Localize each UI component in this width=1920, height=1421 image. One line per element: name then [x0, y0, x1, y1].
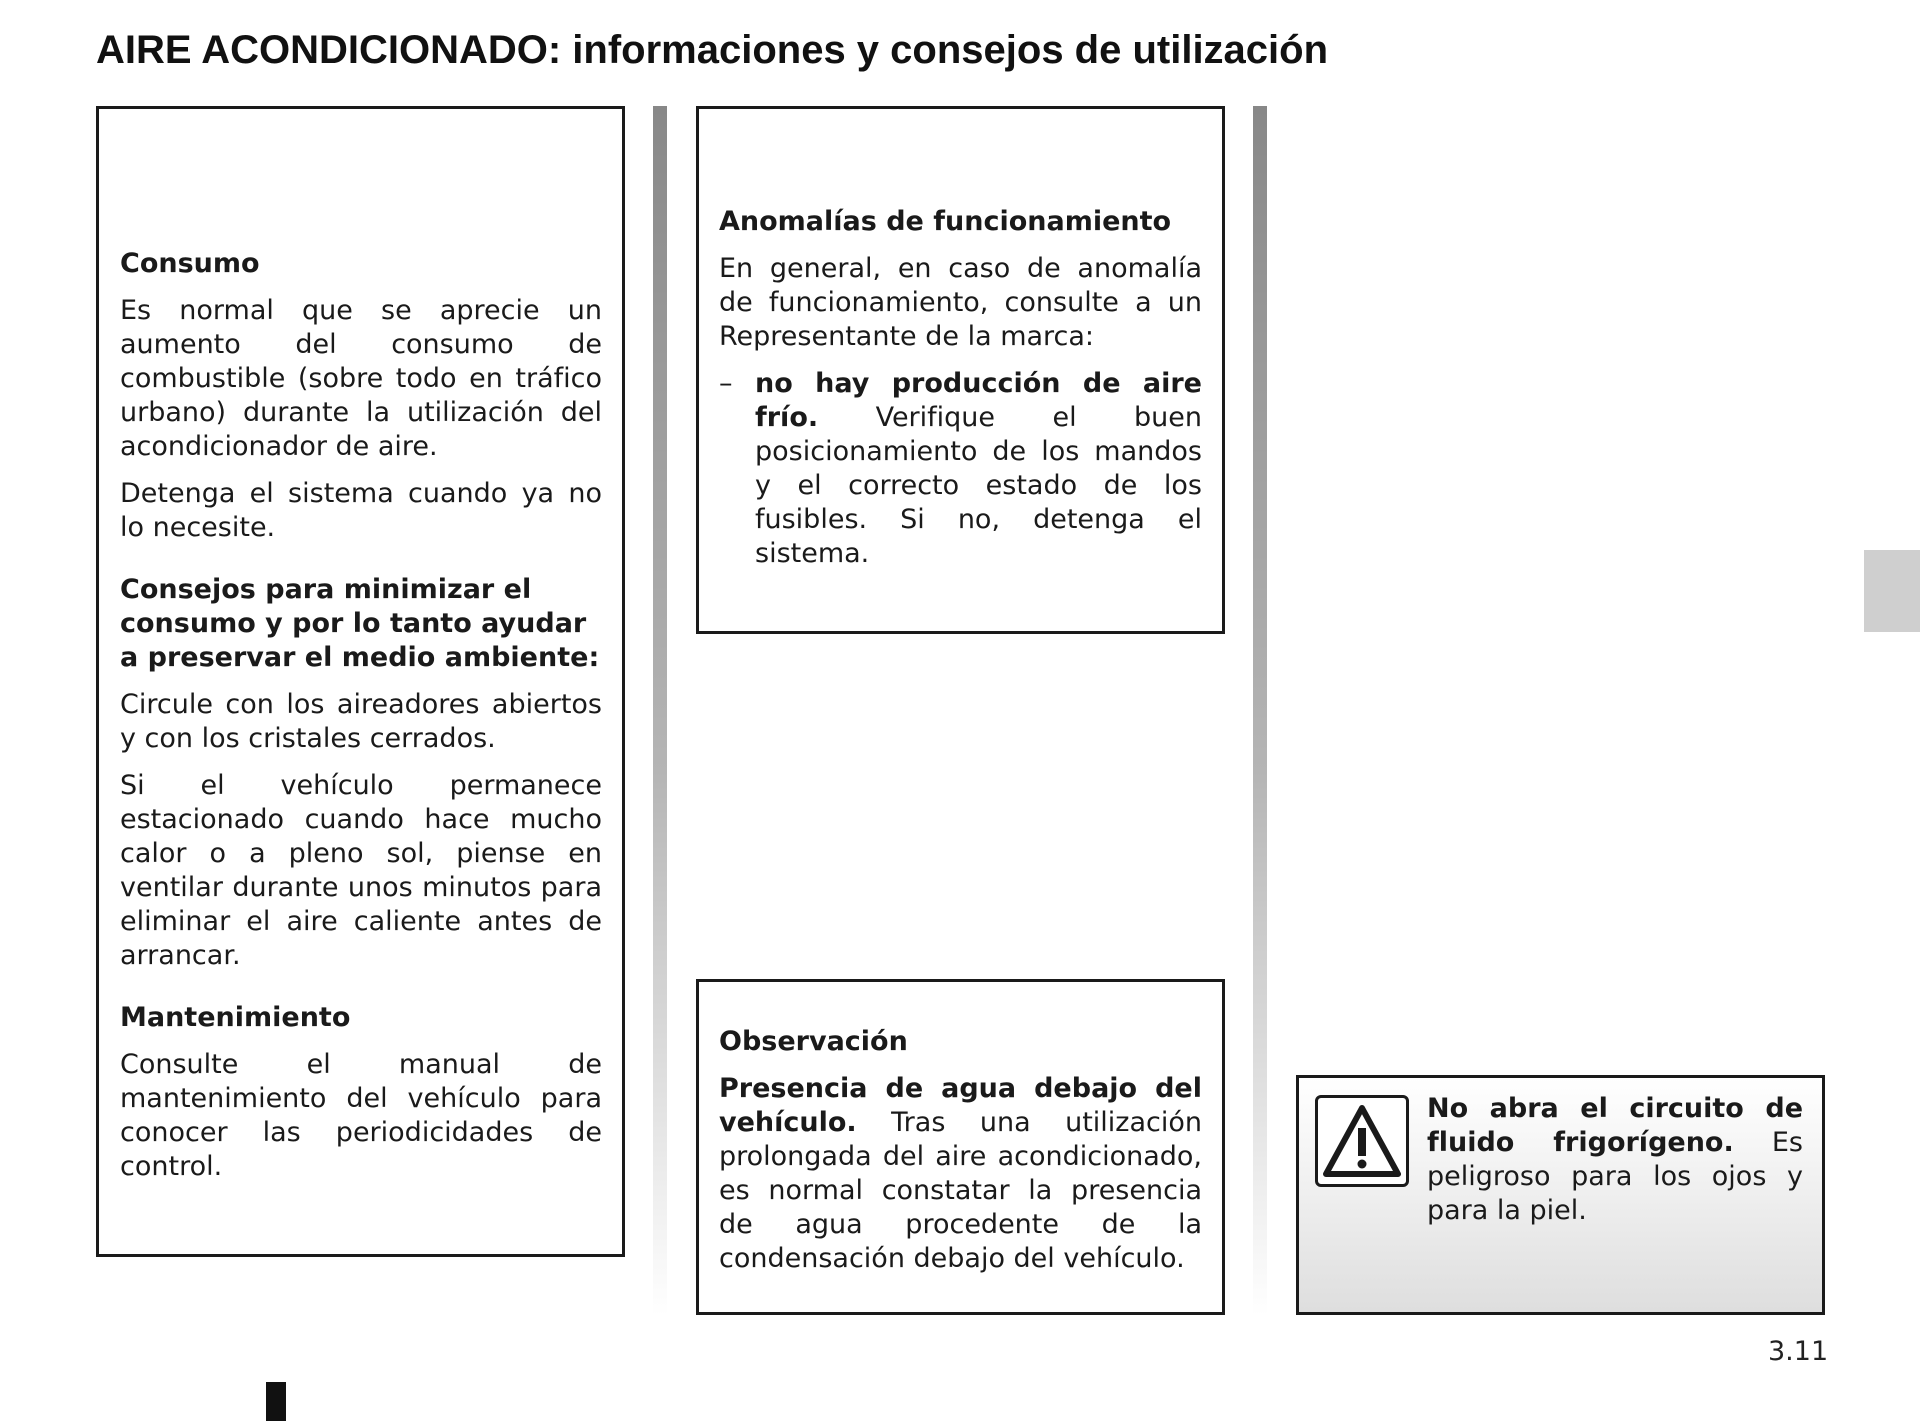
warning-triangle-icon	[1315, 1095, 1409, 1187]
mantenimiento-paragraph: Consulte el manual de mantenimiento del vehículo para conocer las periodicidades de control.	[120, 1049, 602, 1182]
list-item-body: Verifique el buen posicionamiento de los mandos y el correcto estado de los fusibles. Si no, detenga el sistema.	[755, 402, 1202, 569]
warning-text	[1427, 1092, 1803, 1228]
consumo-box	[96, 106, 625, 1257]
observacion-body: Tras una utilización prolongada del aire acondicionado, es normal constatar la presencia de agua procedente de la condensación debajo del vehículo.	[719, 1107, 1202, 1274]
column-separator-1	[653, 106, 667, 1316]
anomalias-list-item	[719, 367, 1202, 571]
anomalias-box	[696, 106, 1225, 634]
mantenimiento-heading: Mantenimiento	[120, 1002, 351, 1033]
anomalias-heading: Anomalías de funcionamiento	[719, 206, 1172, 237]
anomalias-intro: En general, en caso de anomalía de funcionamiento, consulte a un Representante de la marca:	[719, 253, 1202, 352]
warning-bold: No abra el circuito de fluido frigorígeno.	[1427, 1093, 1803, 1158]
list-item-text	[755, 367, 1202, 571]
chapter-tab	[1864, 550, 1920, 632]
crop-mark	[266, 1382, 286, 1421]
column-separator-2	[1253, 106, 1267, 1316]
page-title: AIRE ACONDICIONADO: informaciones y consejos de utilización	[96, 28, 1329, 72]
consejos-paragraph-1: Circule con los aireadores abiertos y con los cristales cerrados.	[120, 689, 602, 754]
warning-box	[1296, 1075, 1825, 1315]
page-number: 3.11	[1768, 1336, 1829, 1367]
observacion-box	[696, 979, 1225, 1315]
observacion-bold: Presencia de agua debajo del vehículo.	[719, 1073, 1202, 1138]
observacion-heading: Observación	[719, 1026, 908, 1057]
warning-body: Es peligroso para los ojos y para la piel.	[1427, 1127, 1803, 1226]
consumo-paragraph-2: Detenga el sistema cuando ya no lo necesite.	[120, 478, 602, 543]
consejos-heading: Consejos para minimizar el consumo y por lo tanto ayudar a preservar el medio ambiente:	[120, 574, 600, 673]
consumo-heading: Consumo	[120, 248, 260, 279]
list-dash: –	[719, 368, 733, 399]
consejos-paragraph-2: Si el vehículo permanece estacionado cuando hace mucho calor o a pleno sol, piense en ventilar durante unos minutos para eliminar el aire caliente antes de arrancar.	[120, 770, 602, 971]
consumo-paragraph-1: Es normal que se aprecie un aumento del consumo de combustible (sobre todo en tráfico urbano) durante la utilización del acondicionador de aire.	[120, 295, 602, 462]
observacion-paragraph	[719, 1072, 1202, 1276]
list-item-bold: no hay producción de aire frío.	[755, 368, 1202, 433]
